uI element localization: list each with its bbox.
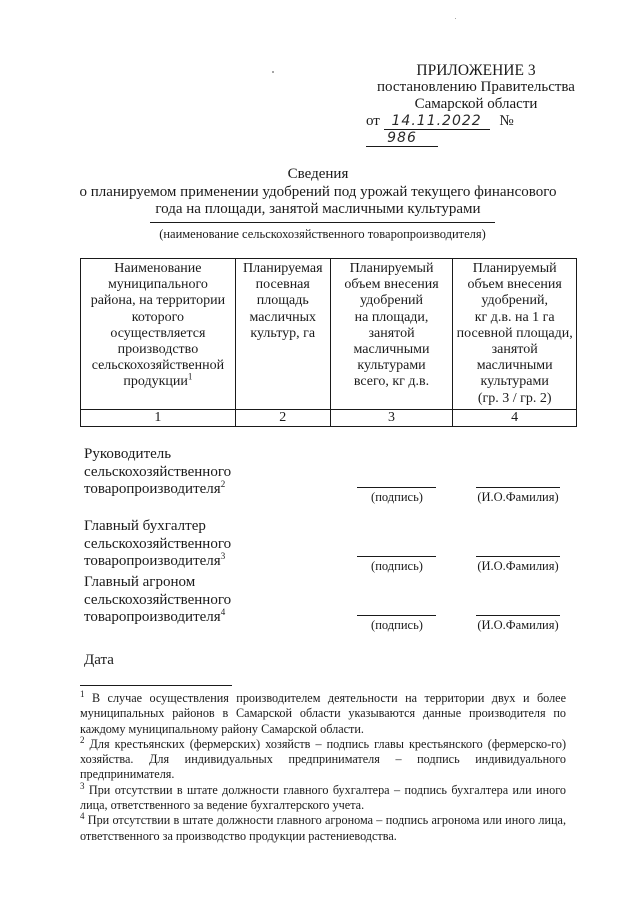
name-caption: (И.О.Фамилия) (477, 559, 559, 573)
header-text: культурами (357, 358, 426, 374)
footnote-ref: 2 (220, 479, 226, 489)
header-text: площадь (256, 293, 309, 309)
header-text: Планируемая (242, 261, 323, 276)
header-text: сельскохозяйственной (91, 358, 225, 374)
document-heading (40, 166, 596, 219)
scan-speck (272, 71, 274, 73)
number-field (366, 130, 438, 147)
header-text: на площади, (354, 309, 429, 325)
number-prefix: № (499, 113, 514, 129)
appendix-header (366, 62, 586, 113)
header-text: всего, кг д.в. (353, 374, 430, 390)
signature-line (357, 487, 436, 488)
footnote (80, 813, 566, 844)
footnote-ref: 3 (220, 551, 226, 561)
signature-title-director (84, 446, 231, 499)
header-text: культур, га (250, 325, 316, 341)
header-text: занятой (491, 342, 538, 358)
name-line (476, 615, 560, 616)
footnote-mark: 3 (80, 780, 85, 791)
column-number: 4 (453, 409, 577, 426)
header-text: посевной площади, (456, 325, 573, 341)
header-text: района, на территории (90, 293, 226, 309)
header-text: Планируемый (472, 261, 557, 276)
header-text: посевная (255, 277, 310, 293)
name-caption: (И.О.Фамилия) (477, 490, 559, 504)
footnote-rule (80, 685, 232, 686)
footnote (80, 688, 566, 737)
header-text: осуществляется (110, 325, 206, 341)
signature-title-agronomist (84, 574, 231, 627)
header-text: кг д.в. на 1 га (474, 309, 555, 325)
footnotes (80, 688, 566, 844)
footnote-ref: 4 (220, 607, 226, 617)
appendix-title: ПРИЛОЖЕНИЕ 3 (416, 62, 536, 79)
scan-speck (455, 18, 456, 19)
appendix-line-2: постановлению Правительства (377, 79, 575, 95)
producer-caption: (наименование сельскохозяйственного товаропроизводителя) (159, 227, 486, 241)
signature-title-line: сельскохозяйственного (84, 591, 232, 608)
signature-caption: (подпись) (371, 559, 423, 573)
header-text: которого (131, 309, 185, 325)
header-text: продукции (123, 374, 188, 390)
header-text: масличных (249, 309, 317, 325)
header-text: масличными (353, 342, 430, 358)
signature-title-line: Главный агроном (84, 574, 196, 590)
header-text: удобрений (359, 293, 424, 309)
signature-title-line: сельскохозяйственного (84, 535, 232, 552)
date-prefix: от (366, 113, 380, 129)
signature-line (357, 615, 436, 616)
header-col-3 (330, 259, 453, 410)
name-line (476, 556, 560, 557)
fertilizer-table (80, 258, 577, 427)
signature-caption: (подпись) (371, 490, 423, 504)
header-text: (гр. 3 / гр. 2) (477, 390, 552, 406)
footnote-text: Для крестьянских (фермерских) хозяйств – подпись главы крестьянского (фермерско-го) хозяйства. Для индивидуальных предпринимателя – подпись индивидуального предпринимателя. (80, 736, 566, 782)
column-number: 1 (81, 409, 236, 426)
signature-title-accountant (84, 518, 231, 571)
signature-title-line: товаропроизводителя (84, 481, 221, 497)
header-text: Планируемый (349, 261, 434, 276)
header-text: масличными (476, 358, 553, 374)
appendix-number-line (366, 113, 586, 146)
header-text: культурами (480, 374, 549, 390)
footnote-mark: 2 (80, 734, 85, 745)
name-caption: (И.О.Фамилия) (477, 618, 559, 632)
footnote-text: При отсутствии в штате должности главного бухгалтера – подпись бухгалтера или иного лица, ответственного за ведение бухгалтерского учета. (80, 782, 566, 813)
signature-title-line: товаропроизводителя (84, 609, 221, 625)
footnote-mark: 4 (80, 811, 85, 822)
header-text: объем внесения (467, 277, 562, 293)
signature-caption: (подпись) (371, 618, 423, 632)
header-text: занятой (368, 325, 415, 341)
header-col-1 (81, 259, 236, 410)
signature-line (357, 556, 436, 557)
footnote-ref: 1 (187, 371, 193, 382)
column-number: 2 (235, 409, 330, 426)
table-number-row (81, 409, 577, 426)
footnote (80, 734, 566, 783)
heading-line-3: года на площади, занятой масличными культурами (155, 201, 481, 217)
column-number: 3 (330, 409, 453, 426)
footnote-text: В случае осуществления производителем деятельности на территории двух и более муниципальных районов в Самарской области указываются данные производителя по каждому муниципальному району Самарской области. (80, 691, 566, 736)
signature-title-line: товаропроизводителя (84, 553, 221, 569)
footnote (80, 780, 566, 814)
signature-title-line: сельскохозяйственного (84, 463, 232, 480)
header-text: Наименование (114, 261, 202, 276)
date-field (384, 113, 490, 130)
header-text: объем внесения (344, 277, 439, 293)
heading-title: Сведения (287, 166, 349, 182)
footnote-text: При отсутствии в штате должности главного агронома – подпись агронома или иного лица, ответственного за производство продукции растениеводства. (80, 813, 566, 843)
header-text: удобрений, (481, 293, 548, 309)
signature-title-line: Главный бухгалтер (84, 518, 206, 534)
header-col-4 (453, 259, 577, 410)
appendix-line-3: Самарской области (414, 96, 538, 112)
handwritten-number: 986 (387, 130, 417, 146)
heading-line-2: о планируемом применении удобрений под урожай текущего финансового (79, 183, 557, 200)
header-col-2 (235, 259, 330, 410)
footnote-mark: 1 (80, 688, 85, 699)
header-text: муниципального (107, 277, 208, 293)
name-line (476, 487, 560, 488)
signature-title-line: Руководитель (84, 446, 172, 462)
handwritten-date: 14.11.2022 (391, 113, 482, 129)
date-label: Дата (84, 652, 114, 668)
producer-name-line (150, 222, 495, 223)
header-text: производство (117, 342, 199, 358)
table-header-row (81, 259, 577, 410)
